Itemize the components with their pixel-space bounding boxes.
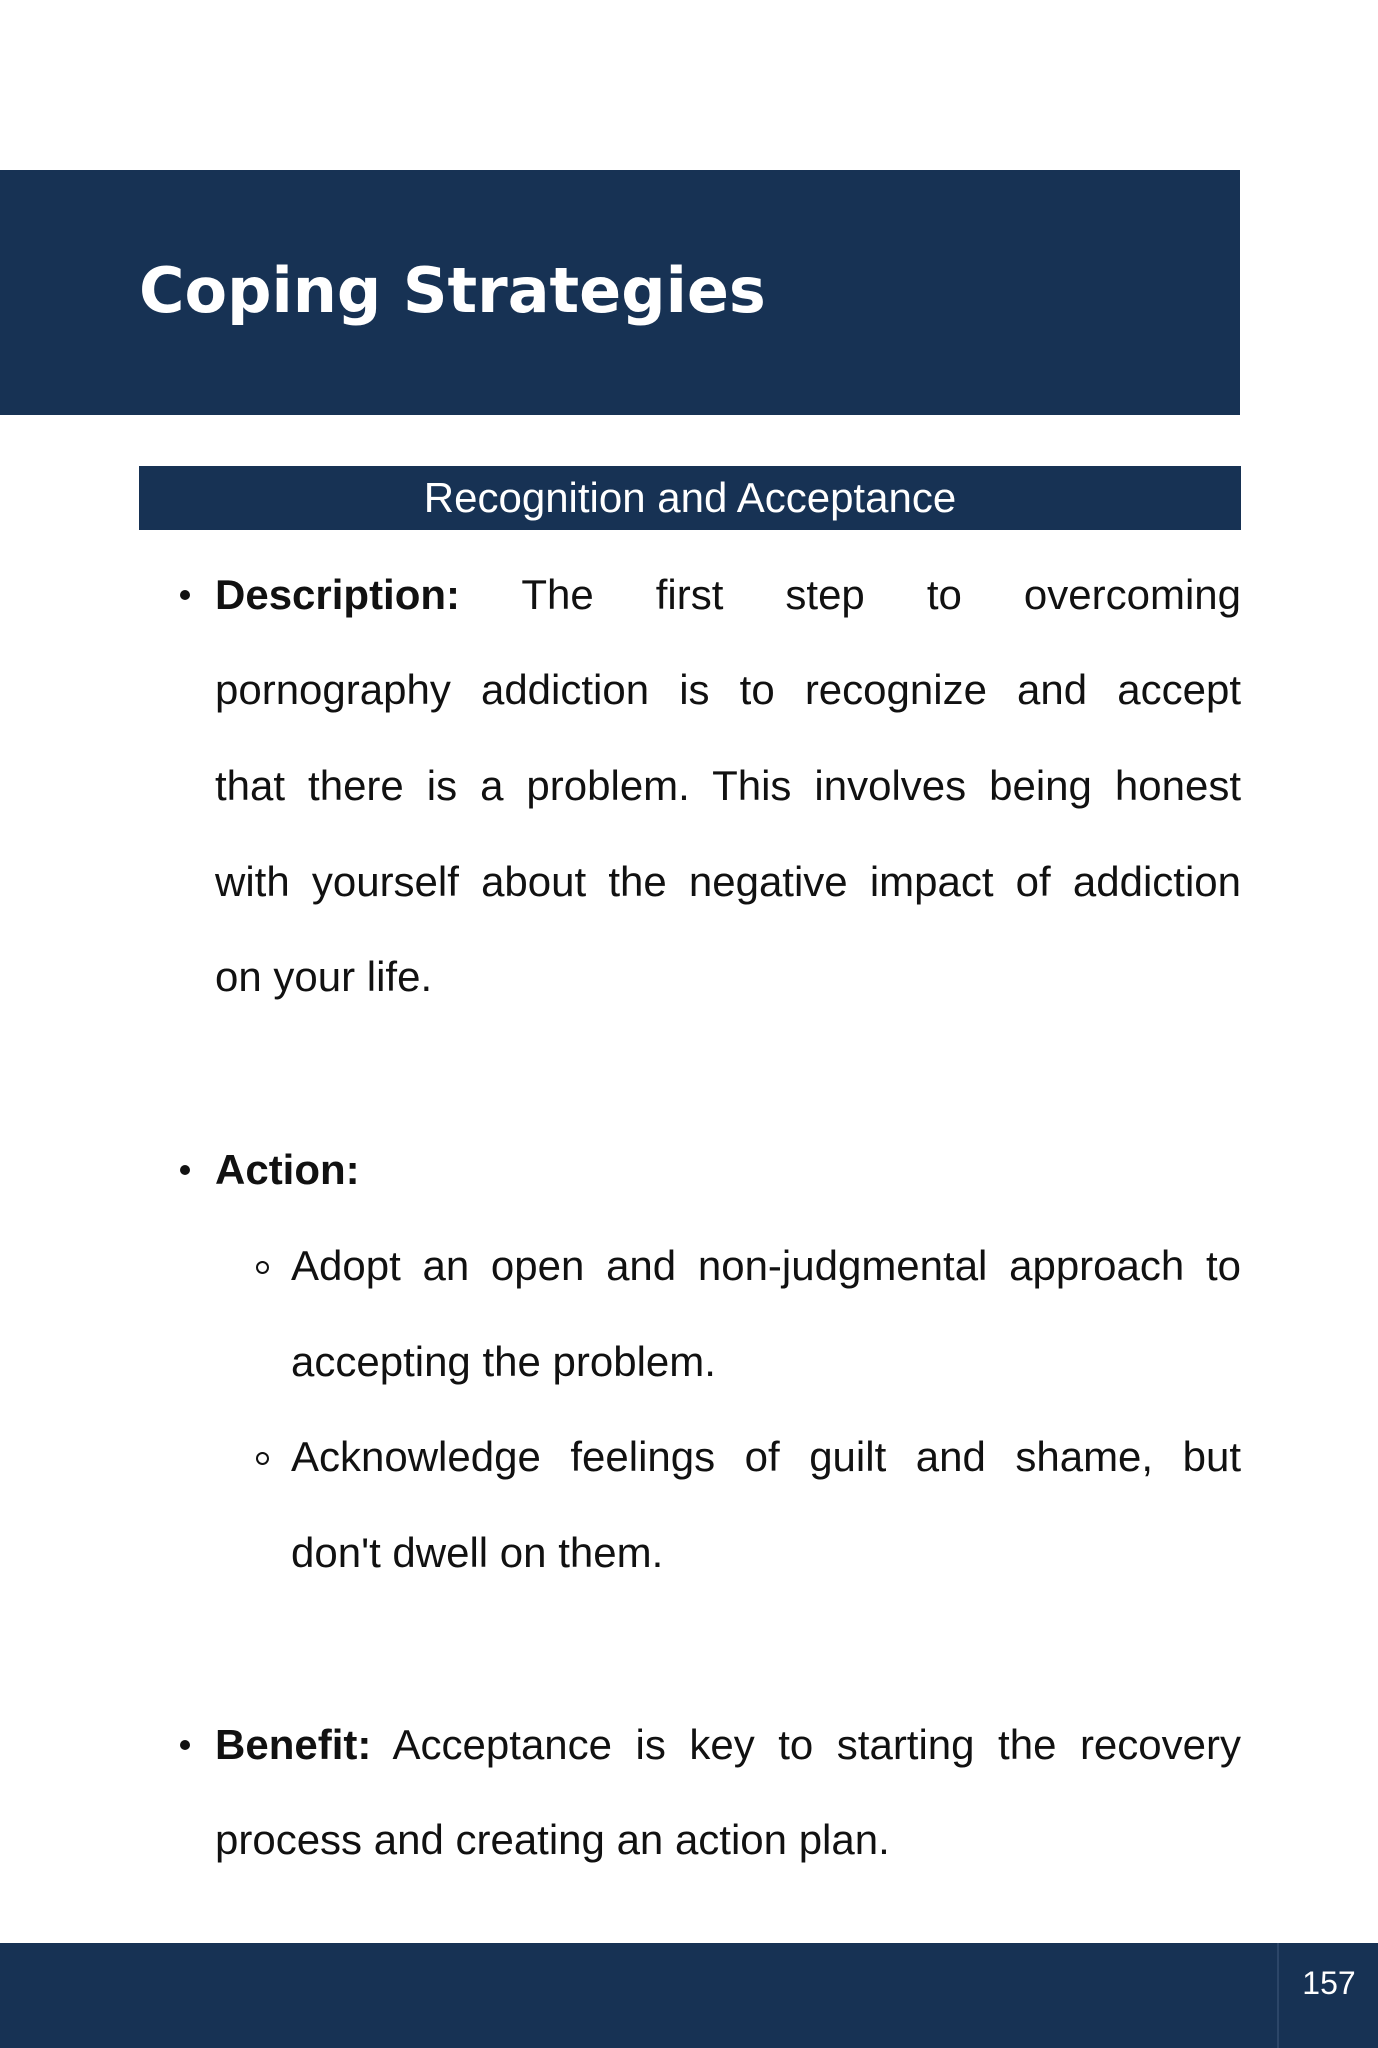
description-line-3: that there is a problem. This involves being honest [215,762,1241,809]
description-label: Description: [215,571,461,618]
benefit-label: Benefit: [215,1721,372,1768]
section-header: Recognition and Acceptance [139,466,1241,530]
page-title: Coping Strategies [139,254,766,327]
benefit-line-1 [215,1720,1241,1770]
description-text-1: The first step to overcoming [521,571,1241,618]
sub-bullet-2 [256,1452,269,1465]
action-sub1-line-2: accepting the problem. [291,1338,716,1385]
description-line-2: pornography addiction is to recognize and accept [215,666,1241,713]
bullet-benefit [180,1740,190,1750]
bullet-description [180,590,190,600]
page-number: 157 [1302,1965,1356,2001]
action-sub1-line-1: Adopt an open and non-judgmental approach to [291,1242,1241,1289]
benefit-line-2: process and creating an action plan. [215,1816,890,1863]
sub-bullet-1 [256,1261,269,1274]
description-line-4: with yourself about the negative impact of addiction [215,858,1241,905]
action-sub2-line-1: Acknowledge feelings of guilt and shame, but [291,1433,1241,1480]
action-sub2-line-2: don't dwell on them. [291,1529,664,1576]
action-label-line [215,1145,360,1195]
description-line-1 [215,570,1241,620]
footer-divider [1277,1943,1279,2048]
bullet-action [180,1165,190,1175]
benefit-text-1: Acceptance is key to starting the recovery [392,1721,1241,1768]
footer-band [0,1943,1378,2048]
action-label: Action: [215,1146,360,1193]
description-line-5: on your life. [215,953,433,1000]
